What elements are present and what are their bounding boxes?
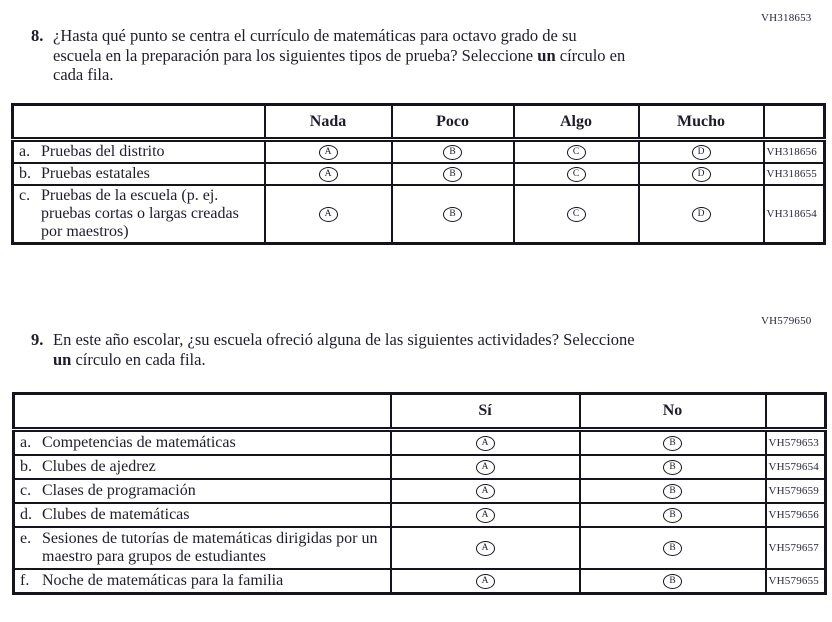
code-header — [766, 394, 826, 430]
item-code: VH579653 — [766, 430, 826, 456]
table-row — [14, 503, 826, 527]
question-text-line: un círculo en cada fila. — [53, 349, 206, 369]
column-header-no: No — [580, 394, 766, 430]
option-cell — [391, 503, 580, 527]
option-bubble-a[interactable]: A — [476, 508, 495, 523]
column-header-nada: Nada — [265, 105, 392, 140]
option-bubble-c[interactable]: C — [567, 145, 586, 160]
item-code: VH579656 — [766, 503, 826, 527]
option-bubble-b[interactable]: B — [663, 541, 682, 556]
item-code: VH318656 — [764, 140, 825, 164]
option-cell — [580, 455, 766, 479]
question-9-ref-code: VH579650 — [761, 315, 812, 327]
row-letter: b. — [20, 458, 32, 475]
option-cell — [391, 430, 580, 456]
table-row — [13, 185, 825, 244]
option-cell — [639, 140, 764, 164]
row-letter: e. — [20, 530, 32, 547]
row-label — [14, 455, 391, 479]
item-code: VH579657 — [766, 527, 826, 569]
question-text — [53, 26, 625, 85]
row-text: Clases de programación — [42, 482, 196, 499]
column-header-poco: Poco — [392, 105, 514, 140]
question-9 — [31, 330, 635, 369]
response-table-q9 — [12, 392, 827, 595]
corner-header — [14, 394, 391, 430]
option-bubble-a[interactable]: A — [476, 574, 495, 589]
option-cell — [391, 569, 580, 594]
option-cell — [639, 185, 764, 244]
response-table-q8 — [11, 103, 826, 245]
question-text-line: escuela en la preparación para los siguientes tipos de prueba? Seleccione un círculo en — [53, 45, 626, 65]
option-bubble-d[interactable]: D — [692, 207, 711, 222]
option-bubble-b[interactable]: B — [663, 508, 682, 523]
corner-header — [13, 105, 265, 140]
option-cell — [265, 163, 392, 185]
column-header-algo: Algo — [514, 105, 639, 140]
row-letter: a. — [19, 143, 31, 160]
row-letter: b. — [19, 165, 31, 182]
question-text — [53, 330, 635, 369]
row-text: Noche de matemáticas para la familia — [42, 572, 284, 589]
option-cell — [514, 163, 639, 185]
item-code: VH318654 — [764, 185, 825, 244]
row-label — [13, 163, 265, 185]
column-header-mucho: Mucho — [639, 105, 764, 140]
option-bubble-b[interactable]: B — [443, 207, 462, 222]
row-text: Pruebas de la escuela (p. ej. pruebas cortas o largas creadas por maestros) — [41, 187, 239, 240]
row-letter: c. — [20, 482, 32, 499]
option-cell — [639, 163, 764, 185]
code-header — [764, 105, 825, 140]
row-label — [14, 479, 391, 503]
table-row — [13, 140, 825, 164]
row-letter: d. — [20, 506, 32, 523]
question-8 — [31, 26, 625, 85]
row-label — [14, 503, 391, 527]
question-number: 8. — [31, 26, 44, 45]
option-cell — [392, 163, 514, 185]
option-bubble-b[interactable]: B — [663, 574, 682, 589]
option-bubble-d[interactable]: D — [692, 167, 711, 182]
table-row — [14, 455, 826, 479]
row-label — [14, 527, 391, 569]
option-cell — [392, 185, 514, 244]
table-row — [13, 163, 825, 185]
question-text-line: ¿Hasta qué punto se centra el currículo de matemáticas para octavo grado de su — [53, 26, 577, 45]
item-code: VH318655 — [764, 163, 825, 185]
option-bubble-b[interactable]: B — [663, 436, 682, 451]
row-letter: a. — [20, 434, 32, 451]
row-text: Clubes de ajedrez — [42, 458, 156, 475]
option-cell — [580, 527, 766, 569]
option-bubble-b[interactable]: B — [663, 484, 682, 499]
option-bubble-b[interactable]: B — [443, 167, 462, 182]
table-row — [14, 430, 826, 456]
option-cell — [580, 569, 766, 594]
option-cell — [514, 185, 639, 244]
option-cell — [391, 527, 580, 569]
item-code: VH579654 — [766, 455, 826, 479]
option-bubble-a[interactable]: A — [319, 145, 338, 160]
option-bubble-c[interactable]: C — [567, 207, 586, 222]
question-text-line: En este año escolar, ¿su escuela ofreció alguna de las siguientes actividades? Seleccione — [53, 330, 635, 349]
option-cell — [580, 479, 766, 503]
option-bubble-a[interactable]: A — [319, 167, 338, 182]
option-bubble-a[interactable]: A — [319, 207, 338, 222]
table-row — [14, 527, 826, 569]
question-text-line: cada fila. — [53, 65, 114, 84]
row-label — [14, 430, 391, 456]
row-text: Clubes de matemáticas — [42, 506, 190, 523]
question-number: 9. — [31, 330, 44, 349]
option-cell — [391, 479, 580, 503]
option-bubble-a[interactable]: A — [476, 436, 495, 451]
row-label — [14, 569, 391, 594]
row-letter: c. — [19, 187, 31, 204]
option-cell — [391, 455, 580, 479]
option-cell — [265, 185, 392, 244]
row-text: Sesiones de tutorías de matemáticas dirigidas por un maestro para grupos de estudiantes — [42, 530, 378, 565]
item-code: VH579659 — [766, 479, 826, 503]
row-text: Pruebas del distrito — [41, 143, 165, 160]
option-bubble-a[interactable]: A — [476, 484, 495, 499]
option-bubble-b[interactable]: B — [443, 145, 462, 160]
option-bubble-b[interactable]: B — [663, 460, 682, 475]
column-header-s: Sí — [391, 394, 580, 430]
option-cell — [580, 430, 766, 456]
row-text: Pruebas estatales — [41, 165, 150, 182]
option-cell — [265, 140, 392, 164]
option-cell — [580, 503, 766, 527]
question-8-ref-code: VH318653 — [761, 12, 812, 24]
option-cell — [514, 140, 639, 164]
row-label — [13, 140, 265, 164]
option-cell — [392, 140, 514, 164]
row-letter: f. — [20, 572, 30, 589]
table-row — [14, 479, 826, 503]
row-label — [13, 185, 265, 244]
row-text: Competencias de matemáticas — [42, 434, 236, 451]
option-bubble-a[interactable]: A — [476, 460, 495, 475]
option-bubble-c[interactable]: C — [567, 167, 586, 182]
table-row — [14, 569, 826, 594]
option-bubble-d[interactable]: D — [692, 145, 711, 160]
item-code: VH579655 — [766, 569, 826, 594]
option-bubble-a[interactable]: A — [476, 541, 495, 556]
